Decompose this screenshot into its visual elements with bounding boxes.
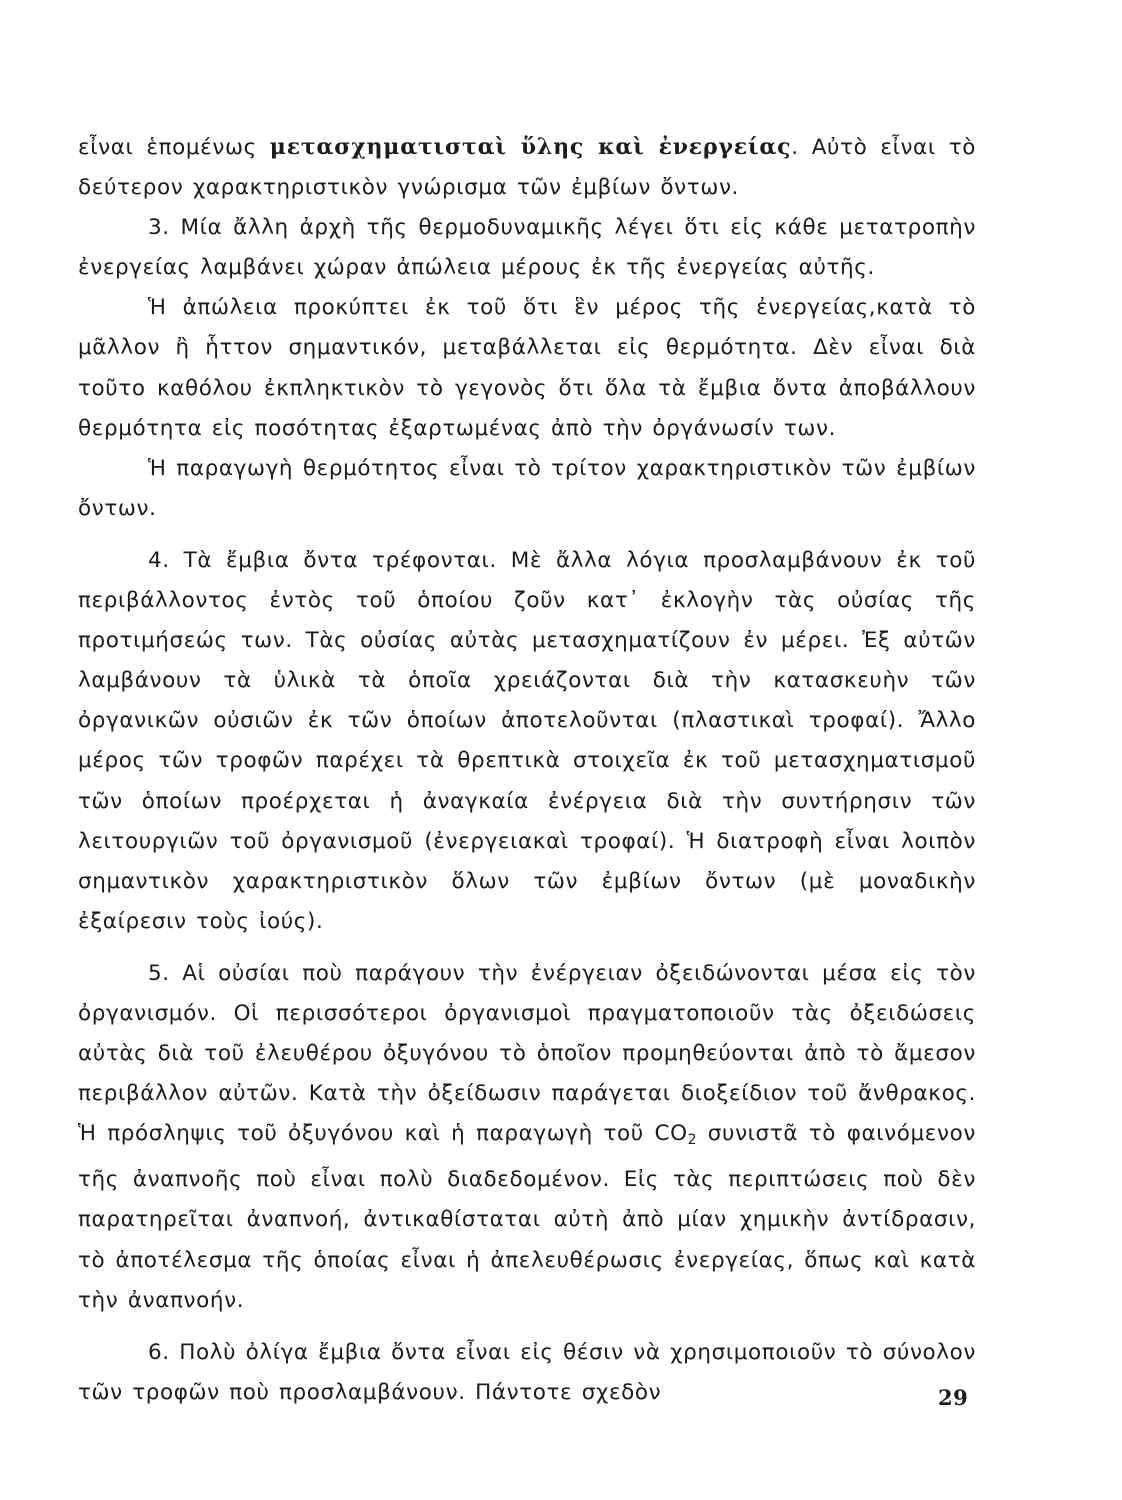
page-number: 29 (938, 1385, 969, 1410)
paragraph-point-3: 3. Μία ἄλλη ἀρχὴ τῆς θερμοδυναμικῆς λέγει ὅτι εἰς κάθε μετατροπὴν ἐνεργείας λαμβάνει χώραν ἀπώλεια μέρους ἐκ τῆς ἐνεργείας αὐτῆς. (78, 215, 976, 281)
formula-subscript: 2 (687, 1132, 698, 1149)
bold-term: μετασχηματισταὶ ὕλης καὶ ἐνεργείας (269, 134, 792, 160)
paragraph-point-4: 4. Τὰ ἔμβια ὄντα τρέφονται. Μὲ ἄλλα λόγια προσλαμβάνουν ἐκ τοῦ περιβάλλοντος ἐντὸς τοῦ ὁποίου ζοῦν κατ᾽ ἐκλογὴν τὰς οὐσίας τῆς προτιμήσεώς των. Τὰς οὐσίας αὐτὰς μετασχηματίζουν ἐν μέρει. Ἐξ αὐτῶν λαμβάνουν τὰ ὑλικὰ τὰ ὁποῖα χρειάζονται διὰ τὴν κατασκευὴν τῶν ὀργανικῶν οὐσιῶν ἐκ τῶν ὁποίων ἀποτελοῦνται (πλαστικαὶ τροφαί). Ἄλλο μέρος τῶν τροφῶν παρέχει τὰ θρεπτικὰ στοιχεῖα ἐκ τοῦ μετασχηματισμοῦ τῶν ὁποίων προέρχεται ἡ ἀναγκαία ἐνέργεια διὰ τὴν συντήρησιν τῶν λειτουργιῶν τοῦ ὀργανισμοῦ (ἐνεργειακαὶ τροφαί). Ἡ διατροφὴ εἶναι λοιπὸν σημαντικὸν χαρακτηριστικὸν ὅλων τῶν ἐμβίων ὄντων (μὲ μοναδικὴν ἐξαίρεσιν τοὺς ἰούς). (78, 547, 976, 934)
paragraph-lead-text: 5. Αἱ οὐσίαι ποὺ παράγουν τὴν ἐνέργειαν ὀξειδώνονται μέσα εἰς τὸν ὀργανισμόν. Οἱ περισσότεροι ὀργανισμοὶ πραγματοποιοῦν τὰς ὀξειδώσεις αὐτὰς διὰ τοῦ ἐλευθέρου ὀξυγόνου τὸ ὁποῖον προμηθεύονται ἀπὸ τὸ ἄμεσον περιβάλλον αὐτῶν. Κατὰ τὴν ὀξείδωσιν παράγεται διοξείδιον τοῦ ἄνθρακος. Ἡ πρόσληψις τοῦ ὀξυγόνου καὶ ἡ παραγωγὴ τοῦ (78, 960, 976, 1147)
body-text (78, 127, 976, 1413)
paragraph-rest-text: συνιστᾶ τὸ φαινόμενον τῆς ἀναπνοῆς ποὺ εἶναι πολὺ διαδεδομένον. Εἰς τὰς περιπτώσεις ποὺ δὲν παρατηρεῖται ἀναπνοή, ἀντικαθίσταται αὐτὴ ἀπὸ μίαν χημικὴν ἀντίδρασιν, τὸ ἀποτέλεσμα τῆς ὁποίας εἶναι ἡ ἀπελευθέρωσις ἐνεργείας, ὅπως καὶ κατὰ τὴν ἀναπνοήν. (78, 1121, 976, 1313)
paragraph-heat-production: Ἡ παραγωγὴ θερμότητος εἶναι τὸ τρίτον χαρακτηριστικὸν τῶν ἐμβίων ὄντων. (78, 455, 976, 521)
paragraph-lead-text: εἶναι ἑπομένως (78, 135, 270, 160)
paragraph-rest-text: . Αὐτὸ εἶναι τὸ δεύτερον χαρακτηριστικὸν γνώρισμα τῶν ἐμβίων ὄντων. (78, 135, 976, 201)
formula-base: CO (654, 1121, 688, 1147)
paragraph-energy-loss: Ἡ ἀπώλεια προκύπτει ἐκ τοῦ ὅτι ἓν μέρος τῆς ἐνεργείας,κατὰ τὸ μᾶλλον ἢ ἧττον σημαντικόν, μεταβάλλεται εἰς θερμότητα. Δὲν εἶναι διὰ τοῦτο καθόλου ἐκπληκτικὸν τὸ γεγονὸς ὅτι ὅλα τὰ ἔμβια ὄντα ἀποβάλλουν θερμότητα εἰς ποσότητας ἐξαρτωμένας ἀπὸ τὴν ὀργάνωσίν των. (78, 295, 976, 441)
chemical-formula (654, 1121, 698, 1149)
paragraph-point-6: 6. Πολὺ ὀλίγα ἔμβια ὄντα εἶναι εἰς θέσιν νὰ χρησιμοποιοῦν τὸ σύνολον τῶν τροφῶν ποὺ προσλαμβάνουν. Πάντοτε σχεδὸν (78, 1339, 976, 1405)
paragraph-continuation (78, 127, 976, 208)
paragraph-point-5 (78, 954, 976, 1321)
